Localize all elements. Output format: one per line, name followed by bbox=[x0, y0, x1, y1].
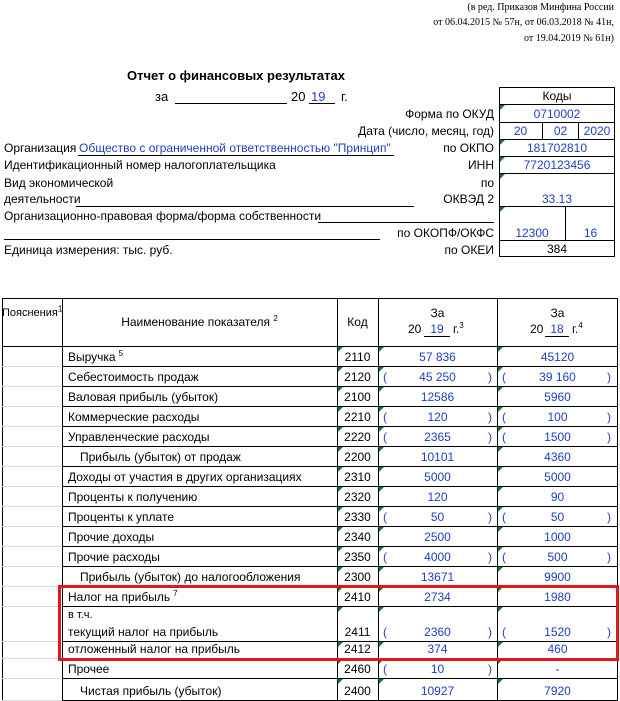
paren-open-current: ( bbox=[383, 370, 387, 384]
row-value-current[interactable]: 2360 bbox=[424, 625, 451, 639]
period-blank bbox=[175, 103, 287, 104]
row-name: Прочие расходы bbox=[68, 550, 160, 564]
period-year[interactable]: 19 bbox=[311, 89, 326, 104]
paren-open-current: ( bbox=[383, 662, 387, 676]
inn-value[interactable]: 7720123456 bbox=[523, 158, 591, 172]
row-value-previous[interactable]: 4360 bbox=[544, 450, 571, 464]
row-code: 2410 bbox=[344, 590, 371, 604]
okopf-value[interactable]: 12300 bbox=[515, 226, 549, 240]
row-value-previous[interactable]: 1000 bbox=[544, 530, 571, 544]
col-prev-suffix: г.$^4$ bbox=[572, 321, 583, 336]
row-value-current[interactable]: 2500 bbox=[424, 530, 451, 544]
okopf-label: по ОКОПФ/ОКФС bbox=[397, 226, 494, 240]
row-name: Налог на прибыль $^7$ bbox=[68, 589, 178, 604]
row-divider-notes bbox=[2, 446, 62, 447]
row-code: 2320 bbox=[344, 490, 371, 504]
row-divider-notes bbox=[2, 546, 62, 547]
okfs-value[interactable]: 16 bbox=[583, 226, 598, 240]
row-value-previous[interactable]: 45120 bbox=[540, 350, 575, 364]
row-name: Прибыль (убыток) до налогообложения bbox=[80, 570, 301, 584]
date-day[interactable]: 20 bbox=[513, 124, 528, 138]
col-code-header: Код bbox=[347, 315, 368, 329]
okei-label: по ОКЕИ bbox=[444, 243, 494, 257]
col-cur-header-line1: За bbox=[430, 306, 445, 320]
okved-value[interactable]: 33.13 bbox=[541, 192, 573, 206]
row-value-previous[interactable]: 1500 bbox=[544, 430, 571, 444]
okpo-value[interactable]: 181702810 bbox=[526, 141, 588, 155]
row-value-current[interactable]: 50 bbox=[430, 510, 445, 524]
inn-label: ИНН bbox=[468, 158, 494, 172]
row-divider-notes bbox=[2, 366, 62, 367]
paren-open-current: ( bbox=[383, 550, 387, 564]
paren-close-current: ) bbox=[488, 550, 492, 564]
row-value-current[interactable]: 10 bbox=[430, 662, 445, 676]
row-name: Прочее bbox=[68, 662, 110, 676]
row-value-previous[interactable]: 9900 bbox=[544, 570, 571, 584]
inn-row-label: Идентификационный номер налогоплательщика bbox=[4, 158, 276, 172]
row-code: 2350 bbox=[344, 550, 371, 564]
row-divider-notes bbox=[2, 506, 62, 507]
activity-label-1: Вид экономической bbox=[4, 176, 114, 190]
codes-header: Коды bbox=[542, 89, 572, 103]
row-value-current[interactable]: 45 250 bbox=[419, 370, 456, 384]
unit-label: Единица измерения: тыс. руб. bbox=[4, 243, 173, 257]
col-prev-year[interactable]: 18 bbox=[550, 322, 564, 336]
paren-close-previous: ) bbox=[607, 430, 611, 444]
row-divider-notes bbox=[2, 486, 62, 487]
org-name[interactable]: Общество с ограниченной ответственностью "Принцип" bbox=[79, 141, 391, 155]
paren-open-current: ( bbox=[383, 510, 387, 524]
col-cur-year[interactable]: 19 bbox=[430, 322, 444, 336]
row-code: 2330 bbox=[344, 510, 371, 524]
row-name: Выручка $^5$ bbox=[68, 349, 124, 364]
opf-label: Организационно-правовая форма/форма собственности bbox=[4, 209, 322, 223]
paren-open-current: ( bbox=[383, 625, 387, 639]
row-value-previous[interactable]: 1520 bbox=[544, 625, 571, 639]
row-value-current[interactable]: 2365 bbox=[424, 430, 451, 444]
row-value-previous[interactable]: 50 bbox=[550, 510, 565, 524]
row-value-previous[interactable]: 90 bbox=[550, 490, 565, 504]
date-year[interactable]: 2020 bbox=[583, 124, 611, 138]
row-code: 2110 bbox=[344, 350, 371, 364]
row-name: Чистая прибыль (убыток) bbox=[80, 684, 222, 698]
date-month[interactable]: 02 bbox=[553, 124, 568, 138]
revision-line-2: от 06.04.2015 № 57н, от 06.03.2018 № 41н, bbox=[433, 17, 614, 28]
paren-close-current: ) bbox=[488, 625, 492, 639]
period-year-underline bbox=[309, 103, 335, 104]
date-label: Дата (число, месяц, год) bbox=[358, 124, 494, 138]
revision-line-1: (в ред. Приказов Минфина России bbox=[467, 2, 614, 13]
row-name: Себестоимость продаж bbox=[68, 370, 199, 384]
row-value-current[interactable]: 57 836 bbox=[419, 350, 456, 364]
row-value-current[interactable]: 2734 bbox=[424, 590, 451, 604]
paren-close-current: ) bbox=[488, 410, 492, 424]
row-divider-notes bbox=[2, 658, 62, 659]
period-suffix: г. bbox=[341, 89, 348, 104]
paren-open-previous: ( bbox=[502, 625, 506, 639]
paren-open-previous: ( bbox=[502, 370, 506, 384]
paren-close-previous: ) bbox=[607, 370, 611, 384]
okpo-label: по ОКПО bbox=[443, 141, 494, 155]
row-name: Проценты к получению bbox=[68, 490, 198, 504]
okud-value[interactable]: 0710002 bbox=[533, 107, 581, 121]
row-name: Управленческие расходы bbox=[68, 430, 210, 444]
paren-close-current: ) bbox=[488, 510, 492, 524]
row-divider-notes bbox=[2, 566, 62, 567]
row-name: Доходы от участия в других организациях bbox=[68, 470, 302, 484]
row-code: 2100 bbox=[344, 390, 371, 404]
row-code: 2310 bbox=[344, 470, 371, 484]
row-code: 2412 bbox=[344, 642, 371, 656]
row-value-current[interactable]: 13671 bbox=[420, 570, 455, 584]
row-value-current[interactable]: 5000 bbox=[424, 470, 451, 484]
row-divider-notes bbox=[2, 526, 62, 527]
row-code: 2300 bbox=[344, 570, 371, 584]
row-code: 2460 bbox=[344, 662, 371, 676]
row-name: текущий налог на прибыль bbox=[68, 625, 219, 639]
paren-close-previous: ) bbox=[607, 410, 611, 424]
row-value-previous[interactable]: 39 160 bbox=[539, 370, 576, 384]
highlight-box bbox=[58, 585, 619, 661]
activity-label-2: деятельности bbox=[4, 192, 81, 206]
row-value-current[interactable]: 4000 bbox=[424, 550, 451, 564]
okud-label: Форма по ОКУД bbox=[405, 107, 494, 121]
row-code: 2411 bbox=[344, 625, 371, 639]
row-code: 2120 bbox=[344, 370, 371, 384]
okved-label: ОКВЭД 2 bbox=[443, 192, 494, 206]
row-name: отложенный налог на прибыль bbox=[68, 642, 241, 656]
row-code: 2220 bbox=[344, 430, 371, 444]
row-code: 2210 bbox=[344, 410, 371, 424]
paren-open-previous: ( bbox=[502, 410, 506, 424]
row-name: Валовая прибыль (убыток) bbox=[68, 390, 219, 404]
paren-close-current: ) bbox=[488, 430, 492, 444]
row-value-current[interactable]: 374 bbox=[427, 642, 448, 656]
row-divider-notes bbox=[2, 406, 62, 407]
row-divider-notes bbox=[2, 586, 62, 587]
row-name: Прочие доходы bbox=[68, 530, 155, 544]
row-name: Прибыль (убыток) от продаж bbox=[80, 450, 241, 464]
row-value-previous[interactable]: 7920 bbox=[544, 684, 571, 698]
period-year-prefix: 20 bbox=[291, 89, 306, 104]
paren-open-previous: ( bbox=[502, 510, 506, 524]
revision-line-3: от 19.04.2019 № 61н) bbox=[524, 33, 614, 44]
row-code: 2340 bbox=[344, 530, 371, 544]
paren-close-previous: ) bbox=[607, 510, 611, 524]
org-label: Организация bbox=[4, 141, 77, 155]
row-value-current[interactable]: 12586 bbox=[420, 390, 455, 404]
col-cur-year-prefix: 20 bbox=[408, 322, 422, 336]
row-value-current[interactable]: 120 bbox=[427, 410, 448, 424]
okei-value[interactable]: 384 bbox=[546, 242, 568, 256]
page-title: Отчет о финансовых результатах bbox=[127, 68, 345, 83]
paren-close-previous: ) bbox=[607, 625, 611, 639]
row-value-current[interactable]: 10101 bbox=[420, 450, 455, 464]
row-value-previous[interactable]: 100 bbox=[547, 410, 568, 424]
row-name-prefix: в т.ч. bbox=[68, 609, 93, 621]
row-code: 2400 bbox=[344, 684, 371, 698]
paren-open-previous: ( bbox=[502, 430, 506, 444]
row-divider-notes bbox=[2, 426, 62, 427]
paren-open-current: ( bbox=[383, 430, 387, 444]
row-value-previous[interactable]: 1980 bbox=[544, 590, 571, 604]
row-name: Коммерческие расходы bbox=[68, 410, 200, 424]
paren-close-current: ) bbox=[488, 370, 492, 384]
row-divider-notes bbox=[2, 466, 62, 467]
row-name: Проценты к уплате bbox=[68, 510, 174, 524]
row-value-current[interactable]: 10927 bbox=[420, 684, 455, 698]
row-value-previous[interactable]: 460 bbox=[547, 642, 568, 656]
row-value-previous[interactable]: 5000 bbox=[544, 470, 571, 484]
row-code: 2200 bbox=[344, 450, 371, 464]
paren-open-current: ( bbox=[383, 410, 387, 424]
paren-close-previous: ) bbox=[607, 550, 611, 564]
period-prefix: за bbox=[155, 89, 169, 104]
row-divider-notes bbox=[2, 678, 62, 679]
paren-open-previous: ( bbox=[502, 550, 506, 564]
col-prev-header-line1: За bbox=[550, 306, 565, 320]
row-divider-notes bbox=[2, 641, 62, 642]
row-divider-notes bbox=[2, 606, 62, 607]
col-name-header: Наименование показателя $^2$ bbox=[121, 314, 278, 329]
col-notes-header: Пояснения$^1$ bbox=[2, 304, 63, 319]
row-value-previous[interactable]: 5960 bbox=[544, 390, 571, 404]
col-cur-suffix: г.$^3$ bbox=[453, 321, 464, 336]
col-prev-year-prefix: 20 bbox=[530, 322, 544, 336]
row-value-current[interactable]: 120 bbox=[427, 490, 448, 504]
row-value-previous[interactable]: - bbox=[555, 662, 560, 676]
okved-po: по bbox=[480, 176, 494, 190]
paren-close-current: ) bbox=[488, 662, 492, 676]
row-divider-notes bbox=[2, 386, 62, 387]
row-value-previous[interactable]: 500 bbox=[547, 550, 568, 564]
